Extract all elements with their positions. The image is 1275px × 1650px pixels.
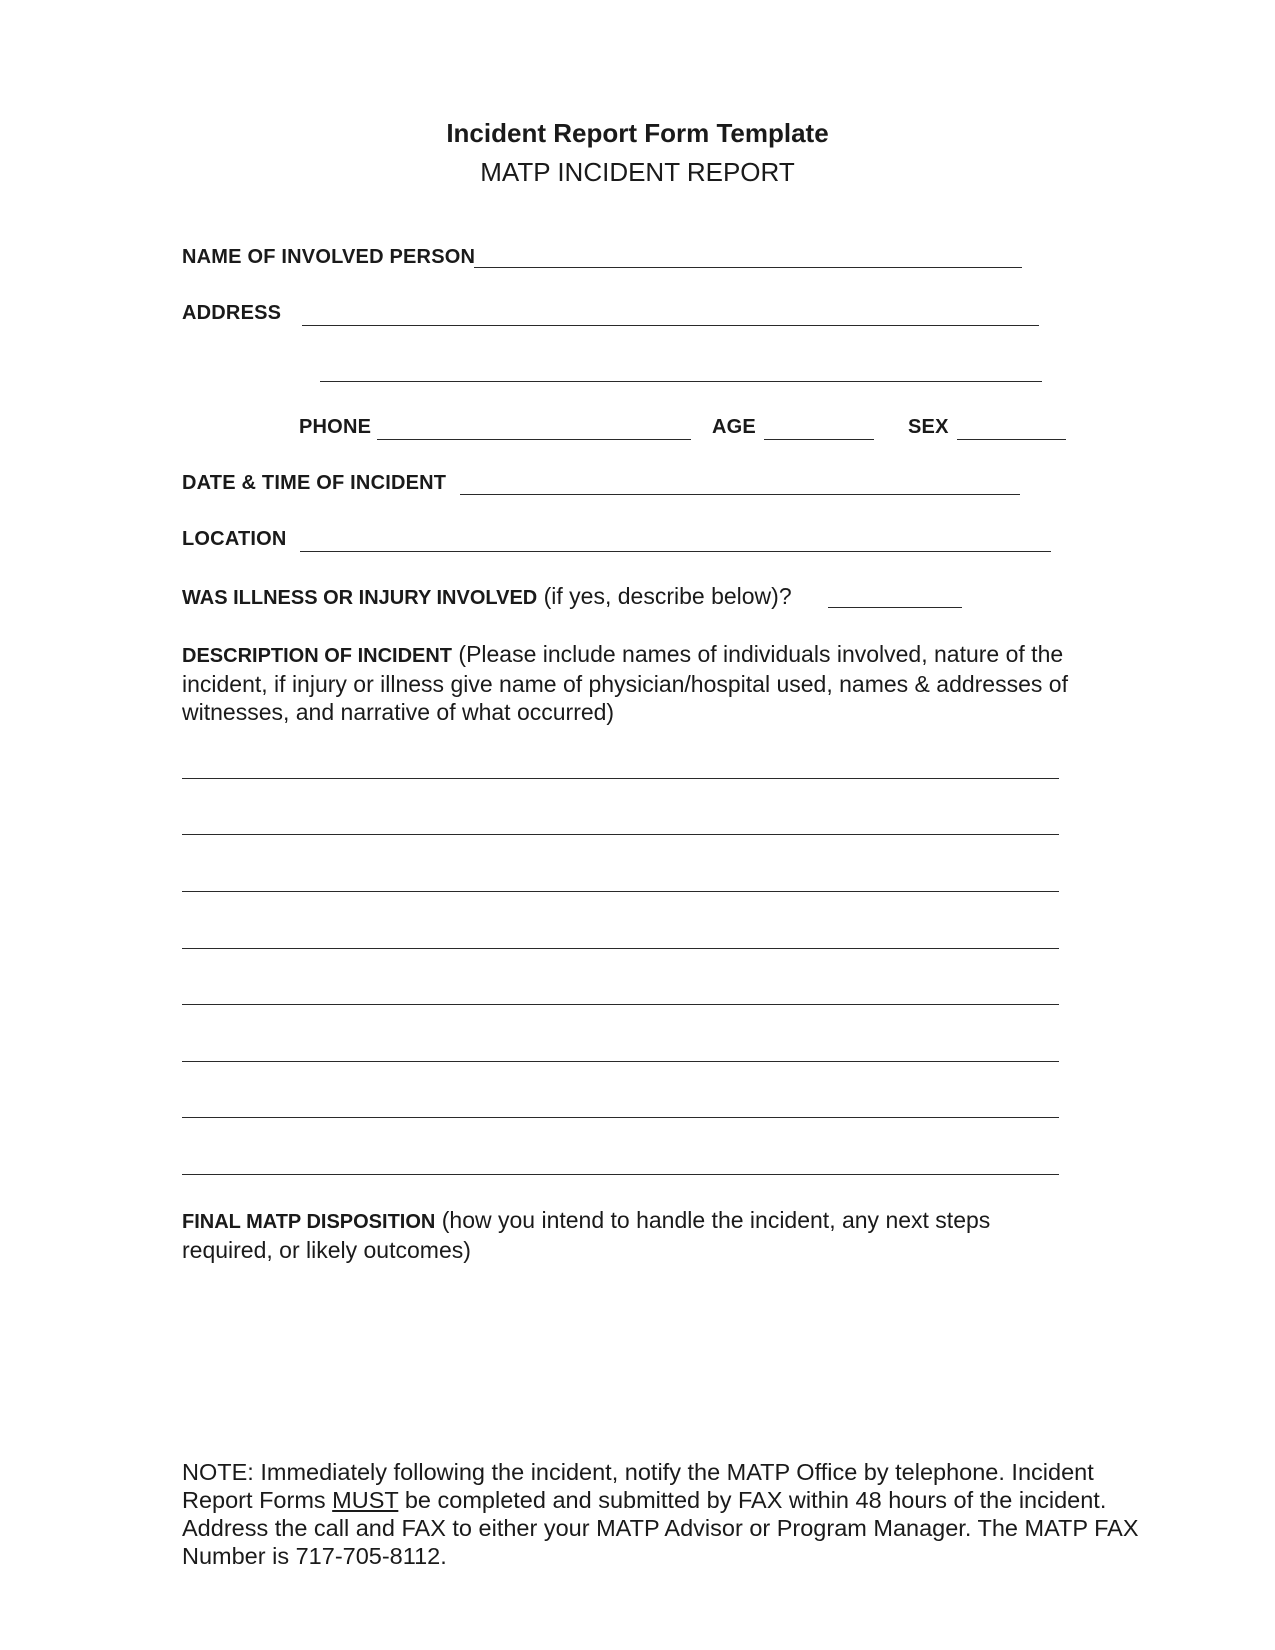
description-line-4[interactable]: [182, 948, 1059, 949]
description-label: DESCRIPTION OF INCIDENT: [182, 645, 453, 667]
sex-field[interactable]: [957, 439, 1066, 440]
description-line-5[interactable]: [182, 1004, 1059, 1005]
note-text-part2: be completed and submitted by FAX within 48 hours of the incident. Address the call and FAX to either your MATP Advisor or Program Manager. The MATP FAX Number is 717-705-8112.: [182, 1487, 1139, 1569]
description-line-7[interactable]: [182, 1117, 1059, 1118]
form-title: Incident Report Form Template: [446, 118, 829, 148]
form-subtitle-text: MATP INCIDENT REPORT: [480, 157, 795, 187]
disposition-text: (how you intend to handle the incident, any next steps required, or likely outcomes): [182, 1207, 991, 1263]
description-line-6[interactable]: [182, 1061, 1059, 1062]
address-field-line1[interactable]: [302, 325, 1039, 326]
address-field-line2[interactable]: [320, 381, 1042, 382]
description-line-2[interactable]: [182, 834, 1059, 835]
disposition-block: [182, 1206, 1082, 1264]
illness-answer-field[interactable]: [828, 607, 962, 608]
phone-label: PHONE: [299, 416, 372, 438]
description-text: (Please include names of individuals involved, nature of the incident, if injury or illness give name of physician/hospital used, names & addresses of witnesses, and narrative of what occurred): [182, 641, 1068, 725]
form-subtitle: [0, 157, 1275, 188]
age-field[interactable]: [764, 439, 874, 440]
description-line-3[interactable]: [182, 891, 1059, 892]
description-block: [182, 640, 1122, 726]
illness-label: WAS ILLNESS OR INJURY INVOLVED: [182, 587, 538, 609]
datetime-field[interactable]: [460, 494, 1020, 495]
name-label: NAME OF INVOLVED PERSON: [182, 246, 476, 268]
note-paragraph: [182, 1458, 1142, 1570]
age-label: AGE: [712, 416, 756, 438]
sex-label: SEX: [908, 416, 949, 438]
illness-question: [182, 583, 792, 610]
location-label: LOCATION: [182, 528, 287, 550]
description-line-8[interactable]: [182, 1174, 1059, 1175]
description-line-1[interactable]: [182, 778, 1059, 779]
disposition-label: FINAL MATP DISPOSITION: [182, 1211, 436, 1233]
name-field[interactable]: [474, 267, 1022, 268]
illness-hint: (if yes, describe below)?: [543, 583, 792, 609]
location-field[interactable]: [300, 551, 1051, 552]
note-text-part1: NOTE: Immediately following the incident, notify the MATP Office by telephone. Incident Report Forms: [182, 1459, 1094, 1513]
note-must: MUST: [332, 1487, 399, 1513]
phone-field[interactable]: [377, 439, 691, 440]
datetime-label: DATE & TIME OF INCIDENT: [182, 472, 447, 494]
address-label: ADDRESS: [182, 302, 282, 324]
